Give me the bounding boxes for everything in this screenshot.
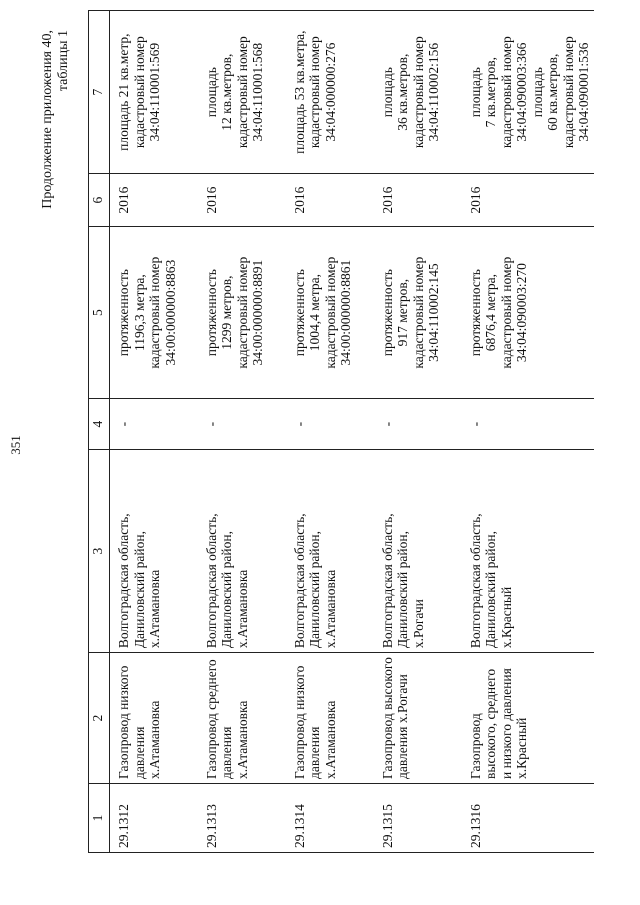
cell-name-line: х.Красный (514, 717, 529, 779)
cell-characteristics-line: 34:04:090003:270 (514, 263, 529, 363)
cell-land-line: 34:04:090001:536 (576, 42, 591, 142)
cell-characteristics-line: протяженность (379, 269, 395, 357)
cell-characteristics-line: 917 метров, (395, 278, 410, 347)
cell-address (374, 450, 462, 653)
cell-number: 29.1316 (462, 784, 594, 853)
cell-name-line: Газопровод среднего (203, 659, 219, 779)
cell-number: 29.1315 (374, 784, 462, 853)
cell-address-line: Даниловский район, (395, 531, 410, 649)
cell-land-line: 36 кв.метров, (395, 53, 410, 131)
cell-name (286, 653, 374, 784)
cell-address (286, 450, 374, 653)
cell-characteristics-line: протяженность (467, 269, 483, 357)
cell-land-line: 34:04:110002:156 (426, 42, 441, 142)
cell-address-line: х.Красный (498, 586, 514, 649)
cell-characteristics-line: протяженность (203, 269, 219, 357)
column-header-3: 3 (89, 450, 110, 653)
cell-address-line: Волгоградская область, (467, 513, 483, 649)
page-number: 351 (8, 435, 23, 455)
cell-land-line: кадастровый номер (498, 36, 514, 149)
cell-address (462, 450, 594, 653)
cell-address-line: Даниловский район, (483, 531, 498, 649)
cell-characteristics-line: кадастровый номер (498, 256, 514, 369)
cell-characteristics-line: кадастровый номер (410, 256, 426, 369)
cell-characteristics-line: 34:04:110002:145 (426, 263, 441, 362)
column-header-4: 4 (89, 399, 110, 450)
cell-characteristics (374, 227, 462, 399)
cell-land-line: площадь (203, 67, 219, 118)
table-header-row (89, 11, 110, 853)
table-row (286, 11, 374, 853)
cell-characteristics-line: протяженность (291, 269, 307, 357)
cell-address-line: х.Атамановка (234, 569, 250, 649)
cell-land-line: кадастровый номер (234, 36, 250, 149)
cell-characteristics (198, 227, 286, 399)
cell-name (198, 653, 286, 784)
cell-land (198, 11, 286, 174)
property-table (88, 10, 594, 853)
cell-name (462, 653, 594, 784)
cell-name-line: давления (131, 726, 147, 779)
cell-characteristics (462, 227, 594, 399)
cell-land (286, 11, 374, 174)
column-header-7: 7 (89, 11, 110, 174)
cell-land-line: 34:04:000000:276 (322, 42, 338, 142)
table-row (374, 11, 462, 853)
cell-characteristics-line: кадастровый номер (322, 256, 338, 369)
cell-col4: - (110, 399, 198, 450)
cell-address (198, 450, 286, 653)
cell-land-line: площадь 21 кв.метр, (116, 33, 131, 151)
cell-address-line: Волгоградская область, (203, 513, 219, 649)
cell-address-line: Волгоградская область, (379, 513, 395, 649)
column-header-1: 1 (89, 784, 110, 853)
cell-land-line: 34:04:110001:569 (147, 42, 162, 142)
cell-address-line: Волгоградская область, (291, 513, 307, 649)
column-header-2: 2 (89, 653, 110, 784)
continuation-line-1: Продолжение приложения 40, (40, 30, 55, 209)
continuation-line-2: таблицы 1 (56, 30, 71, 92)
cell-characteristics-line: 34:00:000000:8861 (338, 259, 353, 366)
cell-land (110, 11, 198, 174)
cell-name-line: и низкого давления (498, 668, 514, 779)
cell-address-line: х.Атамановка (322, 569, 338, 649)
cell-land-line: площадь (529, 67, 545, 118)
cell-name-line: давления (219, 726, 234, 779)
cell-characteristics-line: 1196,3 метра, (131, 274, 147, 352)
cell-characteristics-line: 34:00:000000:8863 (162, 259, 178, 366)
cell-name-line: Газопровод высокого (379, 657, 395, 779)
cell-land-line: 60 кв.метров, (545, 53, 560, 131)
cell-characteristics-line: кадастровый номер (147, 256, 162, 369)
cell-name-line: х.Атамановка (147, 700, 162, 779)
cell-address (110, 450, 198, 653)
cell-name-line: х.Атамановка (322, 700, 338, 779)
cell-address-line: х.Рогачи (410, 599, 426, 649)
cell-land-line: площадь 53 кв.метра, (291, 30, 307, 154)
cell-land-line: 12 кв.метров, (219, 53, 234, 131)
column-header-6: 6 (89, 174, 110, 227)
cell-characteristics-line: 1299 метров, (219, 275, 234, 350)
table-row (110, 11, 198, 853)
cell-number: 29.1314 (286, 784, 374, 853)
cell-number: 29.1313 (198, 784, 286, 853)
table-row (462, 11, 594, 853)
cell-year: 2016 (374, 174, 462, 227)
cell-characteristics-line: 34:00:000000:8891 (250, 259, 265, 366)
cell-land-line: 7 кв.метров, (483, 57, 498, 128)
cell-land (374, 11, 462, 174)
cell-year: 2016 (198, 174, 286, 227)
cell-characteristics-line: 1004,4 метра, (307, 274, 322, 352)
cell-characteristics-line: кадастровый номер (234, 256, 250, 369)
cell-col4: - (374, 399, 462, 450)
cell-name-line: высокого, среднего (483, 668, 498, 779)
cell-address-line: Даниловский район, (307, 531, 322, 649)
cell-col4: - (462, 399, 594, 450)
cell-name-line: давления х.Рогачи (395, 674, 410, 779)
cell-name-line: х.Атамановка (234, 700, 250, 779)
table-row (198, 11, 286, 853)
cell-year: 2016 (110, 174, 198, 227)
cell-land-line: кадастровый номер (131, 36, 147, 149)
cell-characteristics (110, 227, 198, 399)
cell-land-line: кадастровый номер (560, 36, 576, 149)
cell-name-line: Газопровод низкого (291, 665, 307, 779)
cell-address-line: Даниловский район, (131, 531, 147, 649)
column-header-5: 5 (89, 227, 110, 399)
cell-land-line: площадь (467, 67, 483, 118)
cell-year: 2016 (286, 174, 374, 227)
cell-address-line: х.Атамановка (147, 569, 162, 649)
continuation-note (40, 30, 72, 209)
cell-name (110, 653, 198, 784)
cell-characteristics-line: протяженность (116, 269, 131, 357)
cell-number: 29.1312 (110, 784, 198, 853)
cell-address-line: Волгоградская область, (116, 513, 131, 649)
cell-name-line: давления (307, 726, 322, 779)
cell-name-line: Газопровод (467, 713, 483, 779)
table-body (110, 11, 594, 853)
cell-land-line: 34:04:090003:366 (514, 42, 529, 142)
cell-name-line: Газопровод низкого (116, 665, 131, 779)
cell-col4: - (198, 399, 286, 450)
cell-name (374, 653, 462, 784)
cell-characteristics (286, 227, 374, 399)
cell-col4: - (286, 399, 374, 450)
cell-characteristics-line: 6876,4 метра, (483, 274, 498, 352)
cell-year: 2016 (462, 174, 594, 227)
cell-land (462, 11, 594, 174)
cell-land-line: 34:04:110001:568 (250, 42, 265, 142)
cell-land-line: кадастровый номер (307, 36, 322, 149)
cell-address-line: Даниловский район, (219, 531, 234, 649)
cell-land-line: кадастровый номер (410, 36, 426, 149)
cell-land-line: площадь (379, 67, 395, 118)
